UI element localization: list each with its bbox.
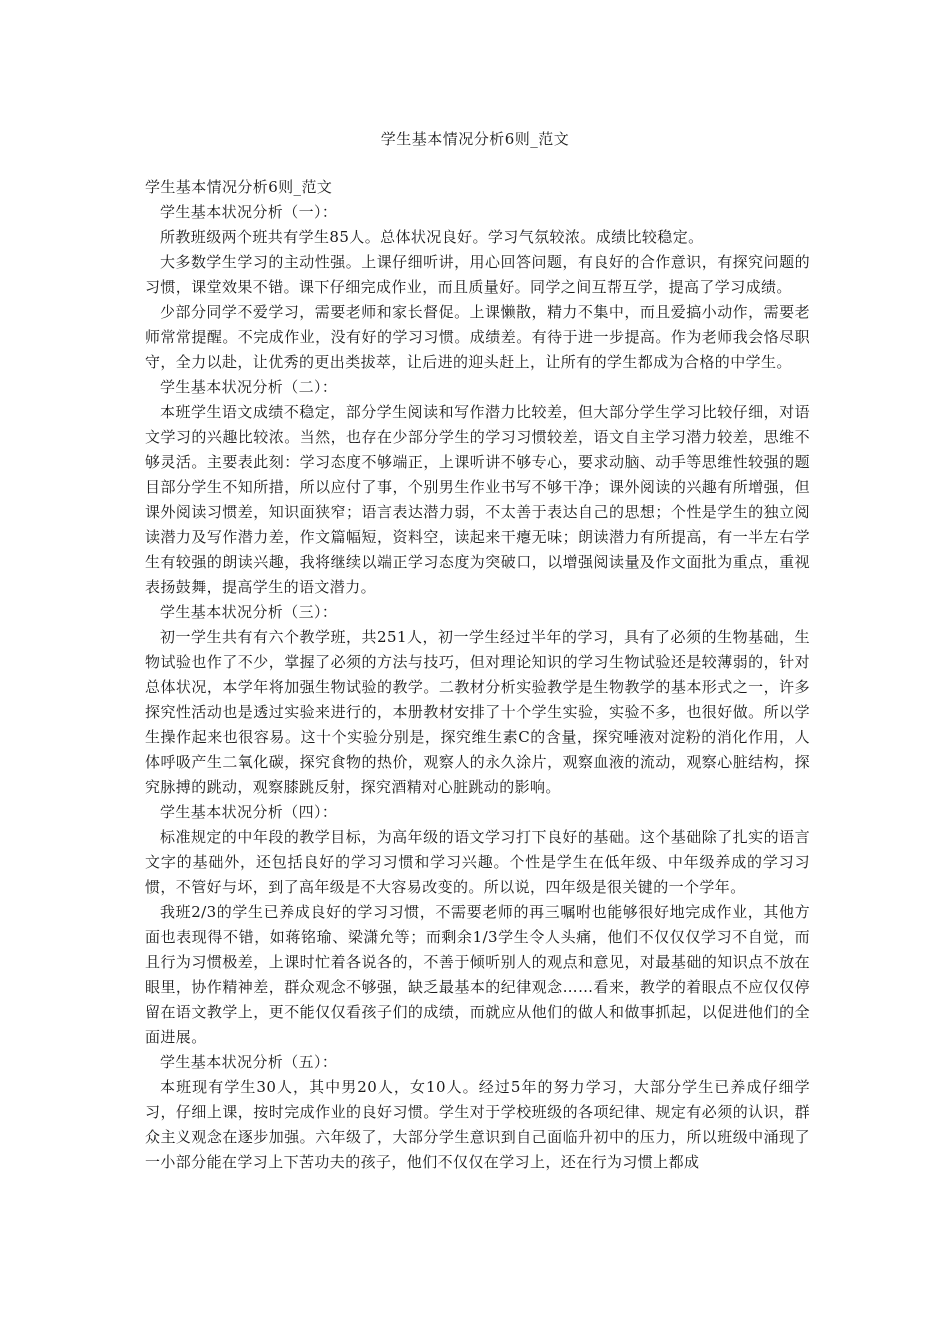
section-heading: 学生基本状况分析（二）： [160, 378, 338, 396]
section-heading: 学生基本状况分析（四）： [160, 803, 338, 821]
section-paragraph: 所教班级两个班共有学生85人。总体状况良好。学习气氛较浓。成绩比较稳定。 [160, 228, 704, 246]
section-paragraph: 初一学生共有有六个教学班，共251人，初一学生经过半年的学习，具有了必须的生物基础，生物试验也作了不少，掌握了必须的方法与技巧，但对理论知识的学习生物试验还是较薄弱的，针对总体状况，本学年将加强生物试验的教学。二教材分析实验教学是生物教学的基本形式之一，许多探究性活动也是透过实验来进行的，本册教材安排了十个学生实验，实验不多，也很好做。所以学生操作起来也很容易。这十个实验分别是，探究维生素C的含量，探究唾液对淀粉的消化作用，人体呼吸产生二氧化碳，探究食物的热价，观察人的永久涂片，观察血液的流动，观察心脏结构，探究脉搏的跳动，观察膝跳反射，探究酒精对心脏跳动的影响。 [145, 628, 810, 796]
section-paragraph: 少部分同学不爱学习，需要老师和家长督促。上课懒散，精力不集中，而且爱搞小动作，需要老师常常提醒。不完成作业，没有好的学习习惯。成绩差。有待于进一步提高。作为老师我会恪尽职守，全力以赴，让优秀的更出类拔萃，让后进的迎头赶上，让所有的学生都成为合格的中学生。 [145, 303, 810, 371]
section-paragraph: 本班现有学生30人，其中男20人，女10人。经过5年的努力学习，大部分学生已养成仔细学习，仔细上课，按时完成作业的良好习惯。学生对于学校班级的各项纪律、规定有必须的认识，群众主义观念在逐步加强。六年级了，大部分学生意识到自己面临升初中的压力，所以班级中涌现了一小部分能在学习上下苦功夫的孩子，他们不仅仅在学习上，还在行为习惯上都成 [145, 1078, 810, 1171]
section-paragraph: 我班2/3的学生已养成良好的学习习惯，不需要老师的再三嘱咐也能够很好地完成作业，其他方面也表现得不错，如蒋铭瑜、梁潇允等；而剩余1/3学生令人头痛，他们不仅仅仅学习不自觉，而且行为习惯极差，上课时忙着各说各的，不善于倾听别人的观点和意见，对最基础的知识点不放在眼里，协作精神差，群众观念不够强，缺乏最基本的纪律观念……看来，教学的着眼点不应仅仅停留在语文教学上，更不能仅仅看孩子们的成绩，而就应从他们的做人和做事抓起，以促进他们的全面进展。 [145, 903, 810, 1046]
document-subtitle: 学生基本情况分析6则_范文 [145, 178, 333, 196]
section-heading: 学生基本状况分析（五）： [160, 1053, 338, 1071]
section-paragraph: 大多数学生学习的主动性强。上课仔细听讲，用心回答问题，有良好的合作意识，有探究问题的习惯，课堂效果不错。课下仔细完成作业，而且质量好。同学之间互帮互学，提高了学习成绩。 [145, 253, 810, 296]
document-body [145, 175, 810, 1175]
document-title: 学生基本情况分析6则_范文 [380, 130, 570, 148]
section-paragraph: 标准规定的中年段的教学目标，为高年级的语文学习打下良好的基础。这个基础除了扎实的语言文字的基础外，还包括良好的学习习惯和学习兴趣。个性是学生在低年级、中年级养成的学习习惯，不管好与坏，到了高年级是不大容易改变的。所以说，四年级是很关键的一个学年。 [145, 828, 810, 896]
section-paragraph: 本班学生语文成绩不稳定，部分学生阅读和写作潜力比较差，但大部分学生学习比较仔细，对语文学习的兴趣比较浓。当然，也存在少部分学生的学习习惯较差，语文自主学习潜力较差，思维不够灵活。主要表此刻：学习态度不够端正，上课听讲不够专心，要求动脑、动手等思维性较强的题目部分学生不知所措，所以应付了事，个别男生作业书写不够干净；课外阅读的兴趣有所增强，但课外阅读习惯差，知识面狭窄；语言表达潜力弱，不太善于表达自己的思想；个性是学生的独立阅读潜力及写作潜力差，作文篇幅短，资料空，读起来干瘪无味；朗读潜力有所提高，有一半左右学生有较强的朗读兴趣，我将继续以端正学习态度为突破口，以增强阅读量及作文面批为重点，重视表扬鼓舞，提高学生的语文潜力。 [145, 403, 810, 596]
section-heading: 学生基本状况分析（一）： [160, 203, 338, 221]
section-heading: 学生基本状况分析（三）： [160, 603, 338, 621]
